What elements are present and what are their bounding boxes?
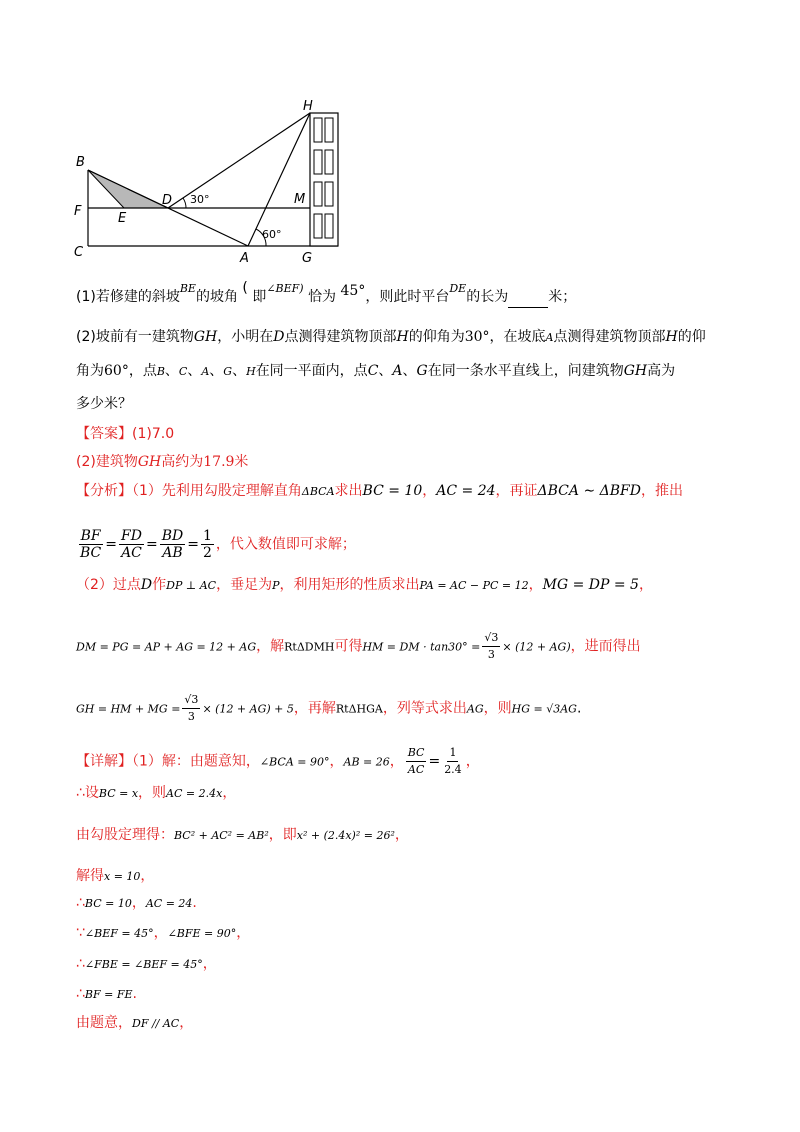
geometry-figure <box>0 0 800 280</box>
text-q1-paren-open: ( <box>242 280 248 296</box>
text-q1-ji: 即 <box>252 289 267 305</box>
text-q2-deg30: 30° <box>464 329 490 345</box>
text-analysis-three-b: 3 <box>187 710 195 723</box>
text-q2-l1-b: ，小明在 <box>217 329 274 345</box>
text-q2-h2: H <box>665 329 678 345</box>
text-detail-l1-a: （1）解：由题意知， <box>132 753 260 770</box>
text-q2-d: D <box>273 329 285 345</box>
text-q2-pts5: H <box>246 365 256 378</box>
analysis-line-1 <box>76 481 683 502</box>
text-analysis-hg: HG = √3AG <box>511 702 577 716</box>
text-analysis-l1-a: （1）先利用勾股定理解直角 <box>132 483 302 499</box>
text-detail-label: 【详解】 <box>76 753 132 770</box>
text-q2-sep5: 、 <box>378 363 393 379</box>
text-detail-l5-b: ， <box>131 895 146 911</box>
text-q1-mid3: 的长为 <box>466 289 509 305</box>
text-detail-l9-b: ， <box>179 1015 194 1031</box>
text-analysis-gh-eq: GH = HM + MG = <box>76 702 181 716</box>
text-q2-l2-b: ，点 <box>128 363 157 379</box>
text-detail-ab: AB = 26 <box>343 755 390 769</box>
text-detail-l2-b: ，则 <box>138 785 167 801</box>
text-q2-pts6: C <box>367 363 379 379</box>
text-detail-bffe: BF = FE <box>84 988 133 1001</box>
text-analysis-f4n: 1 <box>202 528 212 544</box>
text-analysis-tri: ΔBCA <box>301 485 335 498</box>
text-q2-l2-a: 角为 <box>76 363 104 379</box>
text-q2-l1-a: (2)坡前有一建筑物 <box>76 329 194 345</box>
text-q2-pts2: C <box>178 365 188 378</box>
text-analysis-gh-tail: × (12 + AG) + 5 <box>202 702 294 716</box>
text-analysis-l4-c: ，进而得出 <box>570 638 641 655</box>
text-detail-l3-b: ，即 <box>268 827 297 843</box>
text-q1-suffix: 米； <box>548 289 577 305</box>
text-detail-bca: ∠BCA = 90° <box>259 755 330 769</box>
text-analysis-perp: DP ⊥ AC <box>166 579 217 592</box>
text-answer-a1: (1)7.0 <box>132 426 175 442</box>
text-detail-fbe: ∠FBE = ∠BEF = 45° <box>84 958 203 971</box>
label-a: A <box>240 251 249 266</box>
text-detail-bcx: BC = x <box>98 787 139 800</box>
text-analysis-p: P <box>272 579 280 592</box>
text-analysis-eq2: = <box>145 536 158 553</box>
text-detail-ac24: AC = 24 <box>145 897 193 910</box>
text-answer-gh: GH <box>137 454 162 470</box>
text-q1-mid1: 的坡角 <box>195 289 238 305</box>
text-detail-l8-b: . <box>132 986 137 1002</box>
text-analysis-f3d: AB <box>162 545 183 561</box>
text-detail-fd: AC <box>407 763 425 776</box>
text-detail-c2: ， <box>389 753 404 770</box>
text-detail-dfac: DF // AC <box>132 1017 180 1030</box>
text-analysis-eq3: = <box>187 536 199 553</box>
text-analysis-eq1: = <box>105 536 117 553</box>
text-detail-l7-a: ∴ <box>76 956 85 972</box>
text-q1-mid2: ，则此时平台 <box>365 289 450 305</box>
text-analysis-l3-a: （2）过点 <box>76 577 141 593</box>
text-analysis-hm: HM = DM · tan30° = <box>362 640 481 654</box>
text-q2-gh2: GH <box>623 363 648 379</box>
text-detail-bef45: ∠BEF = 45° <box>84 927 154 940</box>
text-analysis-l3-c: ，垂足为 <box>216 577 273 593</box>
text-detail-c1: ， <box>329 753 344 770</box>
label-g: G <box>302 251 313 266</box>
text-analysis-hm-tail: × (12 + AG) <box>502 640 571 654</box>
text-analysis-f2d: AC <box>121 545 142 561</box>
text-detail-l6-b: ， <box>153 925 168 941</box>
line-ah <box>248 113 310 246</box>
text-q1-prefix: (1)若修建的斜坡 <box>76 289 180 305</box>
detail-line-8 <box>76 984 137 1005</box>
text-q2-l1-d: 的仰角为 <box>408 329 465 345</box>
text-detail-l6-c: ， <box>236 925 251 941</box>
text-q2-l1-e: ，在坡底 <box>489 329 546 345</box>
answer-line-2 <box>76 452 248 472</box>
text-q2-gh: GH <box>193 329 218 345</box>
detail-line-7 <box>76 954 217 975</box>
text-detail-l6-a: ∵ <box>76 925 85 941</box>
analysis-line-2 <box>76 528 356 561</box>
text-q2-sep6: 、 <box>402 363 417 379</box>
text-analysis-l5-b: ，列等式求出 <box>382 700 467 717</box>
answer-line-1 <box>76 424 174 444</box>
text-q2-l3: 多少米？ <box>76 396 132 412</box>
text-analysis-sq3b: √3 <box>182 692 200 709</box>
text-q2-pts3: A <box>201 365 210 378</box>
text-detail-l4-b: ， <box>140 868 155 884</box>
text-q1-deg45: 45° <box>340 283 366 299</box>
text-q1-qiawei: 恰为 <box>308 289 337 305</box>
text-analysis-d: D <box>140 577 153 593</box>
text-q2-sep3: 、 <box>209 363 224 379</box>
text-detail-x10: x = 10 <box>104 870 141 883</box>
text-analysis-comma1: ， <box>422 483 437 499</box>
label-c: C <box>74 245 84 260</box>
text-analysis-pa: PA = AC − PC = 12 <box>419 579 529 592</box>
text-q1-bef: ∠BEF) <box>266 282 304 295</box>
text-detail-l3-a: 由勾股定理得： <box>76 827 174 843</box>
text-answer-a2-b: 高约为 <box>161 454 204 470</box>
text-answer-val: 17.9 <box>203 454 235 470</box>
text-analysis-label: 【分析】 <box>76 483 132 499</box>
label-f: F <box>74 204 82 219</box>
text-analysis-l1-c: ，再证 <box>495 483 538 499</box>
label-angle-30: 30° <box>190 193 210 206</box>
label-h: H <box>303 99 313 114</box>
text-q2-a: A <box>545 331 554 344</box>
text-q2-deg60: 60° <box>104 363 129 379</box>
analysis-line-4 <box>76 630 641 663</box>
label-m: M <box>294 192 306 207</box>
question-2-line-1 <box>76 327 706 348</box>
text-q1-be: BE <box>179 282 196 295</box>
text-analysis-rt1: RtΔDMH <box>284 640 335 654</box>
text-q2-sep2: 、 <box>187 363 202 379</box>
text-detail-l7-b: ， <box>202 956 217 972</box>
text-q2-l1-g: 的仰 <box>677 329 706 345</box>
text-detail-fn: BC <box>406 745 427 762</box>
text-q2-pts8: G <box>416 363 428 379</box>
text-q1-de: DE <box>449 282 467 295</box>
text-detail-acx: AC = 2.4x <box>166 787 223 800</box>
label-angle-60: 60° <box>262 228 282 241</box>
text-analysis-l1-b: 求出 <box>334 483 363 499</box>
analysis-line-5 <box>76 692 581 725</box>
text-analysis-sq3a: √3 <box>482 630 500 647</box>
text-analysis-f2n: FD <box>121 528 142 544</box>
text-analysis-dot: . <box>576 700 582 717</box>
label-b: B <box>76 155 85 170</box>
text-analysis-l3-b: 作 <box>152 577 167 593</box>
text-analysis-sim: ΔBCA ∼ ΔBFD <box>537 483 641 499</box>
text-analysis-rt2: RtΔHGA <box>335 702 383 716</box>
label-d: D <box>162 193 173 208</box>
detail-line-5 <box>76 893 197 914</box>
text-analysis-ag: AG <box>466 702 484 716</box>
text-detail-feq: = <box>428 753 441 770</box>
text-detail-l5-a: ∴ <box>76 895 85 911</box>
question-2-line-3 <box>76 394 132 414</box>
text-q2-pts1: B <box>156 365 165 378</box>
text-analysis-l1-d: ，推出 <box>640 483 683 499</box>
analysis-line-3 <box>76 575 653 596</box>
question-1 <box>76 280 577 308</box>
text-answer-a2-c: 米 <box>234 454 249 470</box>
text-analysis-bc: BC = 10 <box>362 483 423 499</box>
detail-line-9 <box>76 1013 193 1034</box>
detail-line-2 <box>76 783 236 804</box>
text-detail-l9-a: 由题意， <box>76 1015 132 1031</box>
text-analysis-comma3: ， <box>638 577 653 593</box>
text-analysis-ac: AC = 24 <box>436 483 496 499</box>
text-answer-a2-a: (2)建筑物 <box>76 454 138 470</box>
text-q2-l2-c: 在同一平面内，点 <box>255 363 368 379</box>
text-q2-l2-e: 高为 <box>647 363 676 379</box>
detail-line-3 <box>76 825 409 846</box>
text-q2-sep1: 、 <box>164 363 179 379</box>
label-e: E <box>118 211 127 226</box>
text-detail-bfe90: ∠BFE = 90° <box>167 927 237 940</box>
text-q2-l1-f: 点测得建筑物顶部 <box>553 329 666 345</box>
text-q2-pts4: G <box>223 365 233 378</box>
text-detail-rn: 1 <box>447 745 458 762</box>
question-2-line-2 <box>76 361 675 382</box>
text-detail-l3-c: ， <box>394 827 409 843</box>
text-q2-sep4: 、 <box>232 363 247 379</box>
text-q2-pts7: A <box>392 363 403 379</box>
text-analysis-f3n: BD <box>161 528 184 544</box>
text-q2-l2-d: 在同一条水平直线上，问建筑物 <box>427 363 624 379</box>
text-analysis-l5-c: ，则 <box>483 700 512 717</box>
text-analysis-three-a: 3 <box>487 648 495 661</box>
text-analysis-comma2: ， <box>528 577 543 593</box>
text-analysis-dm: DM = PG = AP + AG = 12 + AG <box>76 640 257 654</box>
detail-line-6 <box>76 923 250 944</box>
text-analysis-l2-end: ，代入数值即可求解； <box>215 536 356 553</box>
text-detail-rd: 2.4 <box>444 763 462 776</box>
detail-line-4 <box>76 866 154 887</box>
text-q2-l1-c: 点测得建筑物顶部 <box>284 329 397 345</box>
text-analysis-l3-d: ，利用矩形的性质求出 <box>279 577 420 593</box>
text-detail-c3: ， <box>465 753 480 770</box>
text-analysis-mg: MG = DP = 5 <box>542 577 639 593</box>
text-detail-l5-c: . <box>192 895 197 911</box>
answer-blank <box>508 293 548 308</box>
text-detail-l8-a: ∴ <box>76 986 85 1002</box>
text-analysis-f4d: 2 <box>202 545 212 561</box>
text-detail-bc10: BC = 10 <box>84 897 132 910</box>
text-detail-pyth: BC² + AC² = AB² <box>174 829 269 842</box>
text-analysis-f1n: BF <box>80 528 101 544</box>
detail-line-1 <box>76 745 480 778</box>
angle-30-arc <box>183 198 186 208</box>
text-detail-l2-c: ， <box>222 785 237 801</box>
text-analysis-l4-a: ，解 <box>256 638 285 655</box>
text-detail-pyth2: x² + (2.4x)² = 26² <box>296 829 395 842</box>
text-detail-l2-a: ∴设 <box>76 785 99 801</box>
text-analysis-f1d: BC <box>80 545 102 561</box>
text-answer-label: 【答案】 <box>76 426 132 442</box>
text-analysis-l5-a: ，再解 <box>293 700 336 717</box>
text-analysis-l4-b: 可得 <box>334 638 363 655</box>
text-q2-h: H <box>396 329 409 345</box>
text-detail-l4-a: 解得 <box>76 868 104 884</box>
